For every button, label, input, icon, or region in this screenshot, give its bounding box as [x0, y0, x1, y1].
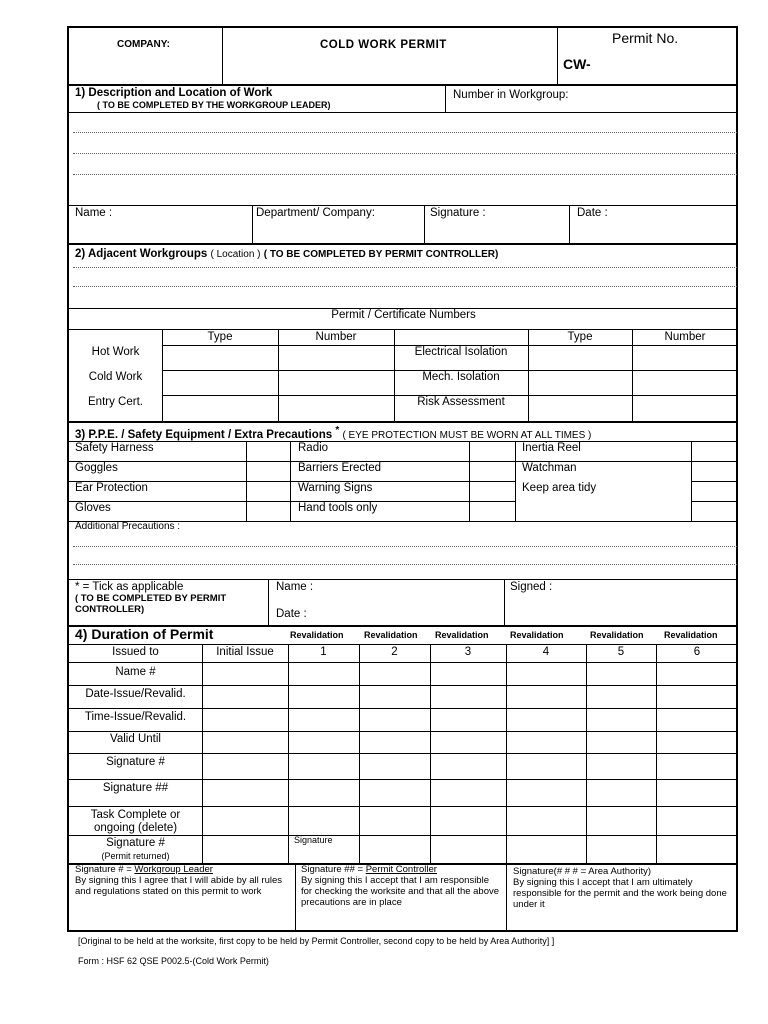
revalidation-header-6: Revalidation: [664, 630, 718, 640]
tick-note: * = Tick as applicable: [75, 581, 184, 593]
col-2-header: 2: [391, 646, 398, 658]
legend-area-authority: Signature(# # # = Area Authority) By signing this I accept that I am ultimately responsible for the permit and the work being done under it: [513, 866, 727, 910]
tick-ear-protection[interactable]: [247, 482, 289, 500]
col-type-left: Type: [207, 331, 233, 343]
col-4-header: 4: [542, 646, 550, 658]
ppe-safety-harness: Safety Harness: [75, 442, 154, 454]
tick-warning-signs[interactable]: [470, 482, 514, 500]
col-number-right: Number: [664, 331, 706, 343]
adjacent-workgroups-field[interactable]: [71, 262, 736, 306]
workgroup-count-label: Number in Workgroup:: [453, 89, 569, 101]
col-type-right: Type: [567, 331, 593, 343]
legend-permit-controller: Signature ## = Permit Controller By signing this I accept that I am responsible for checking the worksite and that all the above precautions are in place: [301, 864, 500, 908]
tick-goggles[interactable]: [247, 462, 289, 480]
ppe-hand-tools: Hand tools only: [298, 502, 378, 514]
section1-subtitle: ( TO BE COMPLETED BY THE WORKGROUP LEADER): [97, 100, 331, 110]
tick-radio[interactable]: [470, 442, 514, 460]
name-label: Name :: [75, 207, 113, 219]
section3-title: 3) P.P.E. / Safety Equipment / Extra Precautions * ( EYE PROTECTION MUST BE WORN AT ALL TIMES ): [75, 425, 592, 441]
col-6-header: 6: [693, 646, 701, 658]
initial-issue-header: Initial Issue: [216, 646, 274, 658]
tick-inertia-reel[interactable]: [692, 442, 736, 460]
controller-signed-label: Signed :: [510, 581, 553, 593]
form-reference: Form : HSF 62 QSE P002.5-(Cold Work Permit): [78, 956, 269, 966]
signature-label: Signature :: [430, 207, 486, 219]
cert-numbers-header: Permit / Certificate Numbers: [331, 309, 476, 321]
revalidation-header-4: Revalidation: [510, 630, 564, 640]
department-label: Department/ Company:: [256, 207, 375, 219]
company-field[interactable]: [224, 30, 554, 82]
row-signature-returned: Signature #: [106, 837, 165, 849]
tick-gloves[interactable]: [247, 502, 289, 520]
ppe-gloves: Gloves: [75, 502, 111, 514]
distribution-note: [Original to be held at the worksite, first copy to be held by Permit Controller, second copy to be held by Area Authority] ]: [78, 936, 555, 946]
col-3-header: 3: [464, 646, 472, 658]
row-date-issue: Date-Issue/Revalid.: [85, 688, 186, 700]
row-entry-cert: Entry Cert.: [88, 396, 143, 408]
controller-note: ( TO BE COMPLETED BY PERMIT CONTROLLER): [75, 593, 227, 615]
issued-to-header: Issued to: [112, 646, 159, 658]
permit-no-label: Permit No.: [612, 30, 679, 46]
permit-returned-note: (Permit returned): [101, 851, 170, 861]
revalidation-header-3: Revalidation: [435, 630, 489, 640]
row-signature-1: Signature #: [106, 756, 165, 768]
additional-precautions-label: Additional Precautions :: [75, 521, 181, 532]
tick-hand-tools[interactable]: [470, 502, 514, 520]
permit-no-field[interactable]: [599, 54, 729, 80]
controller-date-label: Date :: [276, 608, 307, 620]
signature-cell-label: Signature: [294, 835, 333, 845]
tick-safety-harness[interactable]: [247, 442, 289, 460]
section1-title: 1) Description and Location of Work: [75, 87, 273, 99]
ppe-radio: Radio: [298, 442, 329, 454]
tick-barriers-erected[interactable]: [470, 462, 514, 480]
cold-work-permit-form: [67, 26, 738, 932]
section2-title: 2) Adjacent Workgroups ( Location ) ( TO BE COMPLETED BY PERMIT CONTROLLER): [75, 248, 499, 260]
tick-keep-area-tidy[interactable]: [692, 482, 736, 500]
row-time-issue: Time-Issue/Revalid.: [84, 711, 187, 723]
ppe-warning-signs: Warning Signs: [298, 482, 373, 494]
ppe-keep-area-tidy: Keep area tidy: [522, 482, 597, 494]
row-task-complete: Task Complete or ongoing (delete): [90, 809, 181, 834]
row-valid-until: Valid Until: [110, 733, 161, 745]
row-electrical-isolation: Electrical Isolation: [414, 346, 508, 358]
ppe-ear-protection: Ear Protection: [75, 482, 148, 494]
ppe-goggles: Goggles: [75, 462, 118, 474]
tick-watchman[interactable]: [692, 462, 736, 480]
ppe-inertia-reel: Inertia Reel: [522, 442, 581, 454]
revalidation-header-1: Revalidation: [290, 630, 344, 640]
revalidation-header-5: Revalidation: [590, 630, 644, 640]
legend-workgroup-leader: Signature # = Workgroup Leader By signing this I agree that I will abide by all rules and regulations stated on this permit to work: [75, 864, 282, 897]
row-risk-assessment: Risk Assessment: [417, 396, 505, 408]
col-1-header: 1: [320, 646, 327, 658]
row-name: Name #: [115, 666, 156, 678]
controller-name-label: Name :: [276, 581, 314, 593]
additional-precautions-field[interactable]: [71, 534, 736, 578]
col-number-left: Number: [315, 331, 357, 343]
row-cold-work: Cold Work: [88, 371, 143, 383]
company-label: COMPANY:: [117, 39, 170, 50]
ppe-watchman: Watchman: [522, 462, 577, 474]
row-mech-isolation: Mech. Isolation: [422, 371, 500, 383]
row-signature-2: Signature ##: [102, 782, 169, 794]
section4-title: 4) Duration of Permit: [75, 626, 214, 642]
permit-no-prefix: CW-: [563, 56, 591, 72]
duration-grid-fields[interactable]: [203, 663, 737, 863]
date-label: Date :: [577, 207, 608, 219]
row-hot-work: Hot Work: [91, 346, 140, 358]
ppe-barriers-erected: Barriers Erected: [298, 462, 382, 474]
revalidation-header-2: Revalidation: [364, 630, 418, 640]
form-title: COLD WORK PERMIT: [320, 39, 447, 51]
col-5-header: 5: [617, 646, 625, 658]
